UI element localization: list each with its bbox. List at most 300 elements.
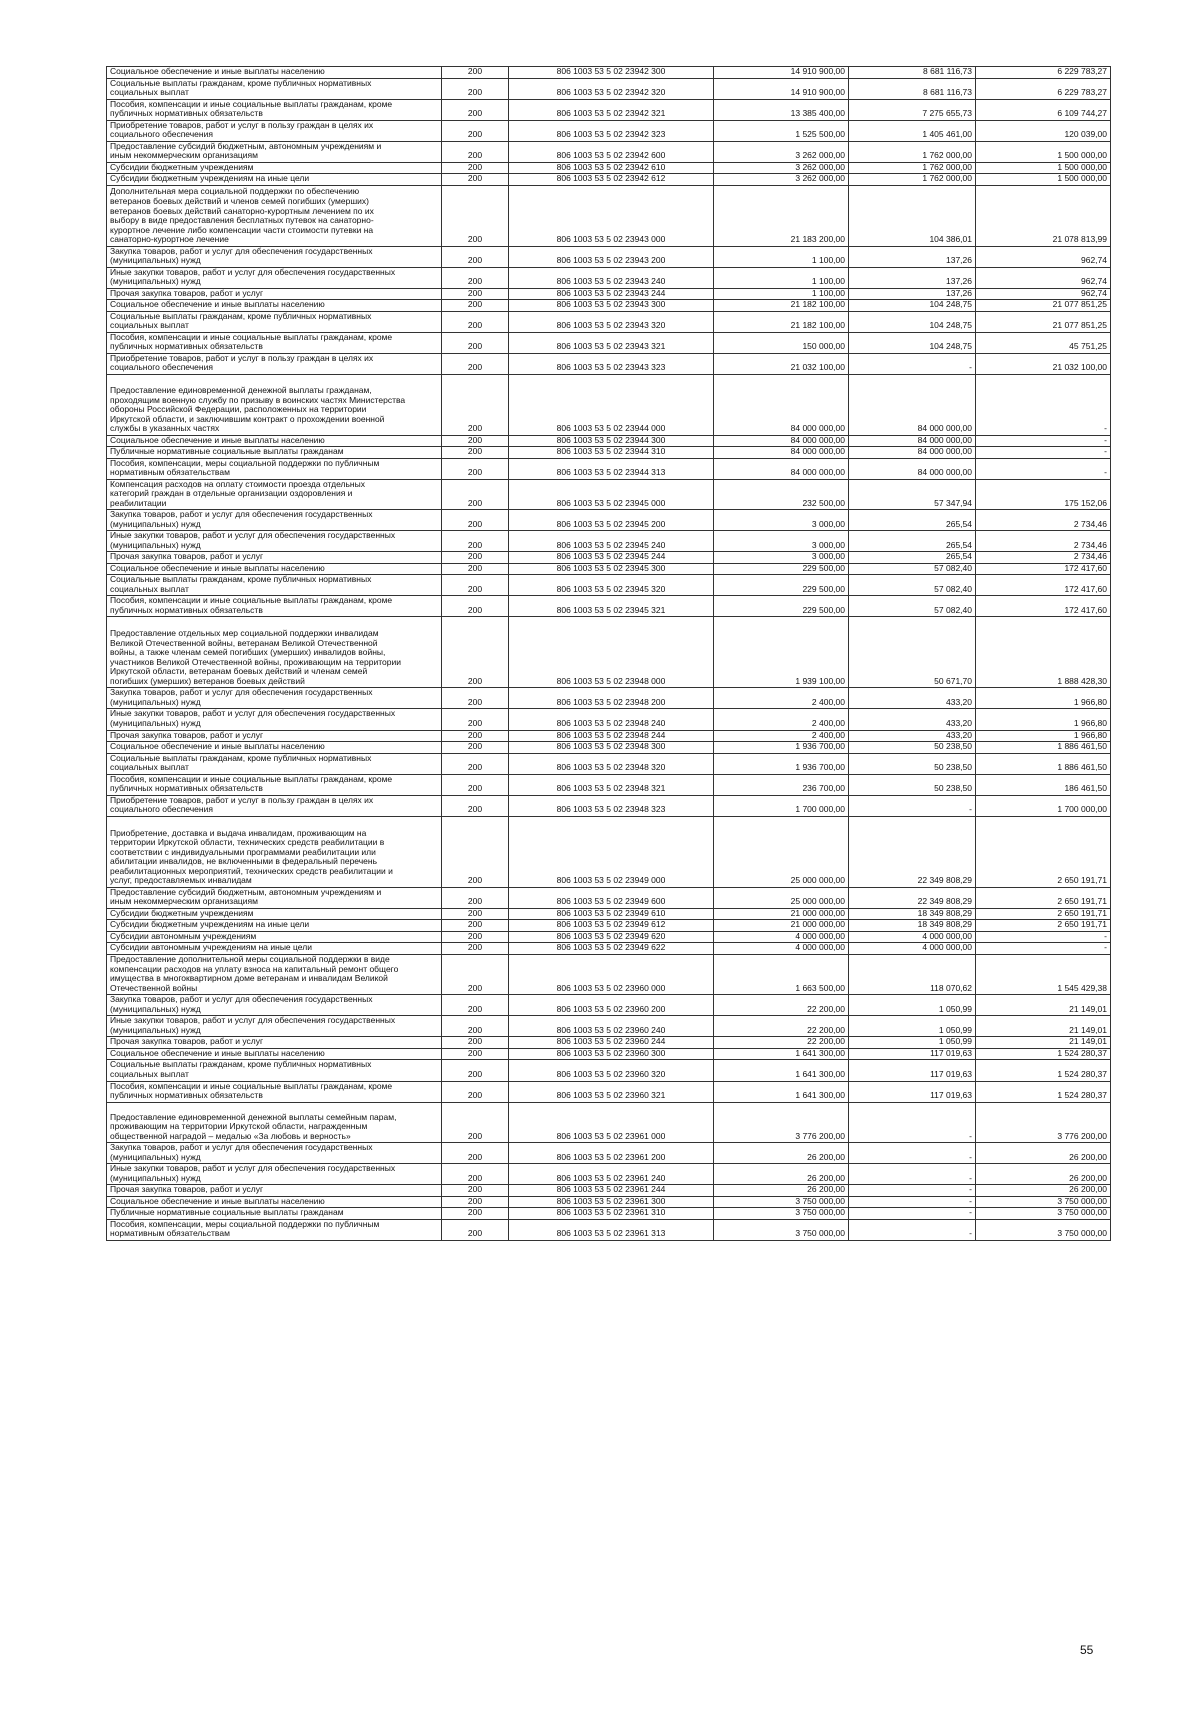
row-approved: 3 262 000,00 — [714, 162, 849, 174]
row-budget-code: 806 1003 53 5 02 23961 244 — [509, 1185, 714, 1197]
row-name-line: Предоставление дополнительной меры социальной поддержки в виде — [110, 954, 390, 965]
row-approved: 21 182 100,00 — [714, 300, 849, 312]
row-budget-code: 806 1003 53 5 02 23961 310 — [509, 1208, 714, 1220]
row-name-line: публичных нормативных обязательств — [110, 341, 263, 352]
row-name-line: социальных выплат — [110, 583, 189, 594]
row-budget-code: 806 1003 53 5 02 23944 310 — [509, 447, 714, 459]
row-executed: 8 681 116,73 — [849, 67, 976, 79]
row-name-line: Иные закупки товаров, работ и услуг для обеспечения государственных — [110, 1015, 396, 1026]
row-name-line: нормативным обязательствам — [110, 1228, 230, 1239]
row-budget-code: 806 1003 53 5 02 23944 000 — [509, 374, 714, 435]
row-budget-code: 806 1003 53 5 02 23948 000 — [509, 617, 714, 688]
row-name — [107, 596, 442, 617]
row-approved: 150 000,00 — [714, 332, 849, 353]
row-executed: 104 248,75 — [849, 332, 976, 353]
row-name-line: (муниципальных) нужд — [110, 255, 201, 266]
row-unexecuted: 1 524 280,37 — [976, 1081, 1111, 1102]
row-executed: 84 000 000,00 — [849, 374, 976, 435]
row-approved: 21 182 100,00 — [714, 311, 849, 332]
row-budget-code: 806 1003 53 5 02 23945 244 — [509, 552, 714, 564]
row-approved: 3 000,00 — [714, 531, 849, 552]
table-row — [107, 311, 1111, 332]
row-name-line: (муниципальных) нужд — [110, 518, 201, 529]
row-line-code: 200 — [442, 141, 509, 162]
row-approved: 229 500,00 — [714, 596, 849, 617]
row-executed: 18 349 808,29 — [849, 920, 976, 932]
row-unexecuted: 172 417,60 — [976, 575, 1111, 596]
table-row — [107, 174, 1111, 186]
row-name — [107, 99, 442, 120]
row-name-line: Социальные выплаты гражданам, кроме публичных нормативных — [110, 1059, 372, 1070]
row-executed: 84 000 000,00 — [849, 435, 976, 447]
row-line-code: 200 — [442, 353, 509, 374]
row-line-code: 200 — [442, 435, 509, 447]
row-name — [107, 162, 442, 174]
row-approved: 2 400,00 — [714, 688, 849, 709]
row-name — [107, 479, 442, 510]
table-row — [107, 141, 1111, 162]
row-executed: 1 050,99 — [849, 995, 976, 1016]
row-budget-code: 806 1003 53 5 02 23961 200 — [509, 1143, 714, 1164]
row-budget-code: 806 1003 53 5 02 23942 612 — [509, 174, 714, 186]
row-name-line: Закупка товаров, работ и услуг для обеспечения государственных — [110, 994, 373, 1005]
table-row — [107, 908, 1111, 920]
row-name — [107, 353, 442, 374]
row-budget-code: 806 1003 53 5 02 23960 000 — [509, 954, 714, 995]
row-name-line: Компенсация расходов на оплату стоимости проезда отдельных — [110, 479, 365, 489]
page-number: 55 — [1080, 1643, 1094, 1657]
row-name-line: Пособия, компенсации, меры социальной поддержки по публичным — [110, 458, 380, 468]
row-name — [107, 552, 442, 564]
row-budget-code: 806 1003 53 5 02 23949 610 — [509, 908, 714, 920]
row-name-line: компенсации расходов на уплату взноса на капитальный ремонт общего — [110, 963, 399, 974]
row-line-code: 200 — [442, 931, 509, 943]
row-unexecuted: 175 152,06 — [976, 479, 1111, 510]
row-name-line: абилитации инвалидов, не включенными в федеральный перечень — [110, 856, 378, 867]
row-name-line: Публичные нормативные социальные выплаты гражданам — [110, 1207, 344, 1218]
row-unexecuted: 3 750 000,00 — [976, 1219, 1111, 1240]
row-budget-code: 806 1003 53 5 02 23948 323 — [509, 795, 714, 816]
row-executed: 137,26 — [849, 246, 976, 267]
row-name-line: выбору в виде предоставления бесплатных путевок на санаторно- — [110, 215, 374, 226]
table-row — [107, 931, 1111, 943]
row-name — [107, 246, 442, 267]
row-name-line: Закупка товаров, работ и услуг для обеспечения государственных — [110, 1142, 373, 1153]
row-name-line: иным некоммерческим организациям — [110, 896, 258, 907]
row-executed: 22 349 808,29 — [849, 887, 976, 908]
row-name-line: ветеранов боевых действий и членов семей погибших (умерших) — [110, 195, 369, 206]
row-budget-code: 806 1003 53 5 02 23942 610 — [509, 162, 714, 174]
table-row — [107, 162, 1111, 174]
row-budget-code: 806 1003 53 5 02 23948 300 — [509, 742, 714, 754]
row-budget-code: 806 1003 53 5 02 23943 300 — [509, 300, 714, 312]
row-name-line: социальных выплат — [110, 87, 189, 98]
row-unexecuted: 2 734,46 — [976, 552, 1111, 564]
row-executed: 137,26 — [849, 288, 976, 300]
table-row — [107, 300, 1111, 312]
row-name-line: Пособия, компенсации и иные социальные выплаты гражданам, кроме — [110, 99, 393, 109]
row-name-line: Пособия, компенсации, меры социальной поддержки по публичным — [110, 1219, 380, 1229]
row-line-code: 200 — [442, 300, 509, 312]
row-name — [107, 67, 442, 79]
row-name-line: Иркутской области, и заключившим контракт о прохождении военной — [110, 413, 385, 424]
row-name — [107, 1196, 442, 1208]
row-budget-code: 806 1003 53 5 02 23948 321 — [509, 774, 714, 795]
row-unexecuted: - — [976, 447, 1111, 459]
row-approved: 1 936 700,00 — [714, 753, 849, 774]
row-executed: 50 671,70 — [849, 617, 976, 688]
table-row — [107, 332, 1111, 353]
row-executed: 104 248,75 — [849, 311, 976, 332]
row-name — [107, 816, 442, 887]
row-unexecuted: 6 109 744,27 — [976, 99, 1111, 120]
row-line-code: 200 — [442, 288, 509, 300]
row-name — [107, 120, 442, 141]
row-unexecuted: - — [976, 435, 1111, 447]
row-budget-code: 806 1003 53 5 02 23942 323 — [509, 120, 714, 141]
row-name — [107, 742, 442, 754]
row-line-code: 200 — [442, 995, 509, 1016]
row-executed: 433,20 — [849, 709, 976, 730]
row-approved: 2 400,00 — [714, 709, 849, 730]
row-name-line: Приобретение, доставка и выдача инвалидам, проживающим на — [110, 827, 367, 838]
row-approved: 26 200,00 — [714, 1164, 849, 1185]
row-budget-code: 806 1003 53 5 02 23943 240 — [509, 267, 714, 288]
row-line-code: 200 — [442, 908, 509, 920]
row-approved: 3 776 200,00 — [714, 1102, 849, 1143]
row-name-line: Прочая закупка товаров, работ и услуг — [110, 551, 264, 562]
row-name-line: Приобретение товаров, работ и услуг в пользу граждан в целях их — [110, 795, 374, 805]
row-line-code: 200 — [442, 1048, 509, 1060]
row-approved: 25 000 000,00 — [714, 887, 849, 908]
row-line-code: 200 — [442, 1081, 509, 1102]
table-row — [107, 1143, 1111, 1164]
row-name-line: войны, а также членам семей погибших (умерших) инвалидов войны, — [110, 647, 386, 658]
row-budget-code: 806 1003 53 5 02 23949 000 — [509, 816, 714, 887]
table-row — [107, 447, 1111, 459]
row-executed: 57 082,40 — [849, 575, 976, 596]
row-unexecuted: 21 149,01 — [976, 1016, 1111, 1037]
row-executed: 84 000 000,00 — [849, 458, 976, 479]
row-approved: 232 500,00 — [714, 479, 849, 510]
row-unexecuted: 962,74 — [976, 267, 1111, 288]
row-line-code: 200 — [442, 99, 509, 120]
row-approved: 1 936 700,00 — [714, 742, 849, 754]
table-row — [107, 435, 1111, 447]
row-name-line: Публичные нормативные социальные выплаты гражданам — [110, 446, 344, 457]
row-name-line: нормативным обязательствам — [110, 467, 230, 478]
row-name-line: социальных выплат — [110, 320, 189, 331]
row-approved: 1 641 300,00 — [714, 1060, 849, 1081]
budget-sheet — [106, 66, 1107, 1241]
row-name — [107, 1048, 442, 1060]
row-name — [107, 311, 442, 332]
table-row — [107, 563, 1111, 575]
row-name-line: службы в указанных частях — [110, 423, 220, 434]
row-approved: 1 641 300,00 — [714, 1081, 849, 1102]
row-name — [107, 774, 442, 795]
row-name-line: обороны Российской Федерации, расположенных на территории — [110, 404, 367, 415]
row-unexecuted: 3 750 000,00 — [976, 1196, 1111, 1208]
row-name-line: Субсидии бюджетным учреждениям — [110, 162, 254, 172]
row-name-line: Социальное обеспечение и иные выплаты населению — [110, 66, 325, 76]
row-name — [107, 995, 442, 1016]
row-name — [107, 730, 442, 742]
row-line-code: 200 — [442, 954, 509, 995]
row-name-line: Социальные выплаты гражданам, кроме публичных нормативных — [110, 311, 372, 321]
row-name — [107, 174, 442, 186]
row-approved: 4 000 000,00 — [714, 931, 849, 943]
table-row — [107, 374, 1111, 435]
row-executed: 50 238,50 — [849, 742, 976, 754]
row-line-code: 200 — [442, 67, 509, 79]
row-executed: 137,26 — [849, 267, 976, 288]
row-unexecuted: 1 545 429,38 — [976, 954, 1111, 995]
row-name-line: Отечественной войны — [110, 982, 198, 993]
row-unexecuted: 2 734,46 — [976, 510, 1111, 531]
row-name-line: социального обеспечения — [110, 362, 213, 373]
row-budget-code: 806 1003 53 5 02 23961 000 — [509, 1102, 714, 1143]
row-unexecuted: 3 750 000,00 — [976, 1208, 1111, 1220]
row-name-line: иным некоммерческим организациям — [110, 150, 258, 161]
row-approved: 3 750 000,00 — [714, 1196, 849, 1208]
row-name-line: категорий граждан в отдельные организации оздоровления и — [110, 488, 353, 499]
row-name — [107, 1102, 442, 1143]
table-body — [107, 67, 1111, 1241]
row-name — [107, 1164, 442, 1185]
row-budget-code: 806 1003 53 5 02 23948 240 — [509, 709, 714, 730]
row-line-code: 200 — [442, 1185, 509, 1197]
row-budget-code: 806 1003 53 5 02 23961 240 — [509, 1164, 714, 1185]
row-name-line: Социальное обеспечение и иные выплаты населению — [110, 563, 325, 573]
row-budget-code: 806 1003 53 5 02 23948 200 — [509, 688, 714, 709]
row-budget-code: 806 1003 53 5 02 23961 300 — [509, 1196, 714, 1208]
row-unexecuted: 172 417,60 — [976, 596, 1111, 617]
row-budget-code: 806 1003 53 5 02 23949 600 — [509, 887, 714, 908]
row-unexecuted: 1 888 428,30 — [976, 617, 1111, 688]
row-line-code: 200 — [442, 887, 509, 908]
row-line-code: 200 — [442, 246, 509, 267]
table-row — [107, 1048, 1111, 1060]
row-approved: 1 663 500,00 — [714, 954, 849, 995]
row-name-line: Прочая закупка товаров, работ и услуг — [110, 1036, 264, 1047]
row-name-line: публичных нормативных обязательств — [110, 108, 263, 119]
table-row — [107, 267, 1111, 288]
row-line-code: 200 — [442, 1037, 509, 1049]
row-unexecuted: - — [976, 931, 1111, 943]
row-executed: 1 762 000,00 — [849, 174, 976, 186]
row-name-line: (муниципальных) нужд — [110, 276, 201, 287]
row-line-code: 200 — [442, 596, 509, 617]
row-line-code: 200 — [442, 795, 509, 816]
row-line-code: 200 — [442, 1208, 509, 1220]
row-executed: 265,54 — [849, 552, 976, 564]
row-name — [107, 1185, 442, 1197]
row-unexecuted: 3 776 200,00 — [976, 1102, 1111, 1143]
table-row — [107, 510, 1111, 531]
row-name-line: Предоставление единовременной денежной выплаты семейным парам, — [110, 1111, 397, 1122]
row-name — [107, 1081, 442, 1102]
row-executed: 117 019,63 — [849, 1048, 976, 1060]
row-executed: 104 248,75 — [849, 300, 976, 312]
row-name-line: участников Великой Отечественной войны, проживающим на территории — [110, 656, 401, 667]
row-executed: 57 082,40 — [849, 596, 976, 617]
row-name — [107, 887, 442, 908]
row-name — [107, 510, 442, 531]
row-executed: 1 762 000,00 — [849, 162, 976, 174]
table-row — [107, 288, 1111, 300]
row-name-line: Закупка товаров, работ и услуг для обеспечения государственных — [110, 687, 373, 698]
row-name — [107, 709, 442, 730]
table-row — [107, 709, 1111, 730]
row-line-code: 200 — [442, 1060, 509, 1081]
row-executed: 18 349 808,29 — [849, 908, 976, 920]
table-row — [107, 688, 1111, 709]
row-line-code: 200 — [442, 1164, 509, 1185]
table-row — [107, 742, 1111, 754]
table-row — [107, 943, 1111, 955]
row-unexecuted: 6 229 783,27 — [976, 67, 1111, 79]
row-approved: 4 000 000,00 — [714, 943, 849, 955]
row-line-code: 200 — [442, 120, 509, 141]
row-executed: 57 082,40 — [849, 563, 976, 575]
row-name — [107, 563, 442, 575]
row-name-line: Социальные выплаты гражданам, кроме публичных нормативных — [110, 574, 372, 585]
row-approved: 1 641 300,00 — [714, 1048, 849, 1060]
row-approved: 1 939 100,00 — [714, 617, 849, 688]
row-unexecuted: - — [976, 458, 1111, 479]
row-line-code: 200 — [442, 816, 509, 887]
table-row — [107, 246, 1111, 267]
row-name-line: Иркутской области, ветеранам боевых действий и членам семей — [110, 666, 368, 677]
row-name-line: (муниципальных) нужд — [110, 1172, 201, 1183]
row-name-line: проживающим на территории Иркутской области, награжденным — [110, 1121, 368, 1132]
table-row — [107, 99, 1111, 120]
table-row — [107, 479, 1111, 510]
row-name-line: Социальное обеспечение и иные выплаты населению — [110, 741, 325, 752]
row-line-code: 200 — [442, 174, 509, 186]
table-row — [107, 531, 1111, 552]
row-name — [107, 185, 442, 246]
row-unexecuted: 2 650 191,71 — [976, 920, 1111, 932]
row-name-line: (муниципальных) нужд — [110, 539, 201, 550]
row-approved: 1 100,00 — [714, 246, 849, 267]
table-row — [107, 1208, 1111, 1220]
row-name — [107, 1208, 442, 1220]
row-budget-code: 806 1003 53 5 02 23960 320 — [509, 1060, 714, 1081]
table-row — [107, 67, 1111, 79]
row-approved: 236 700,00 — [714, 774, 849, 795]
row-name — [107, 78, 442, 99]
row-approved: 21 032 100,00 — [714, 353, 849, 374]
row-name — [107, 1016, 442, 1037]
row-name-line: Иные закупки товаров, работ и услуг для обеспечения государственных — [110, 708, 396, 719]
row-executed: - — [849, 1219, 976, 1240]
row-name-line: Пособия, компенсации и иные социальные выплаты гражданам, кроме — [110, 1081, 393, 1091]
row-name — [107, 920, 442, 932]
row-approved: 84 000 000,00 — [714, 435, 849, 447]
table-row — [107, 774, 1111, 795]
table-row — [107, 552, 1111, 564]
row-unexecuted: 21 149,01 — [976, 995, 1111, 1016]
row-budget-code: 806 1003 53 5 02 23948 244 — [509, 730, 714, 742]
row-unexecuted: 26 200,00 — [976, 1143, 1111, 1164]
row-name-line: Социальное обеспечение и иные выплаты населению — [110, 1048, 325, 1058]
row-line-code: 200 — [442, 943, 509, 955]
row-unexecuted: 1 500 000,00 — [976, 162, 1111, 174]
row-name — [107, 1143, 442, 1164]
row-unexecuted: 186 461,50 — [976, 774, 1111, 795]
row-name-line: Пособия, компенсации и иные социальные выплаты гражданам, кроме — [110, 774, 393, 784]
row-budget-code: 806 1003 53 5 02 23943 244 — [509, 288, 714, 300]
table-row — [107, 753, 1111, 774]
row-name-line: услуг, предоставляемых инвалидам — [110, 875, 252, 886]
row-line-code: 200 — [442, 709, 509, 730]
row-line-code: 200 — [442, 753, 509, 774]
row-unexecuted: 172 417,60 — [976, 563, 1111, 575]
row-unexecuted: 1 524 280,37 — [976, 1060, 1111, 1081]
row-name — [107, 531, 442, 552]
row-unexecuted: 1 966,80 — [976, 688, 1111, 709]
row-budget-code: 806 1003 53 5 02 23945 000 — [509, 479, 714, 510]
row-executed: 22 349 808,29 — [849, 816, 976, 887]
row-unexecuted: 1 524 280,37 — [976, 1048, 1111, 1060]
row-executed: 1 762 000,00 — [849, 141, 976, 162]
row-name-line: реабилитации — [110, 497, 167, 508]
row-approved: 14 910 900,00 — [714, 78, 849, 99]
row-unexecuted: 21 149,01 — [976, 1037, 1111, 1049]
row-budget-code: 806 1003 53 5 02 23960 321 — [509, 1081, 714, 1102]
row-approved: 22 200,00 — [714, 1037, 849, 1049]
table-row — [107, 575, 1111, 596]
row-name — [107, 943, 442, 955]
row-budget-code: 806 1003 53 5 02 23948 320 — [509, 753, 714, 774]
row-unexecuted: 21 077 851,25 — [976, 300, 1111, 312]
row-approved: 22 200,00 — [714, 995, 849, 1016]
row-approved: 1 700 000,00 — [714, 795, 849, 816]
row-approved: 84 000 000,00 — [714, 374, 849, 435]
row-budget-code: 806 1003 53 5 02 23960 240 — [509, 1016, 714, 1037]
table-row — [107, 795, 1111, 816]
row-line-code: 200 — [442, 920, 509, 932]
row-name — [107, 374, 442, 435]
row-name-line: Субсидии бюджетным учреждениям — [110, 908, 254, 918]
row-name-line: (муниципальных) нужд — [110, 1003, 201, 1014]
row-name-line: реабилитационных мероприятий, технических средств реабилитации и — [110, 865, 393, 876]
row-name-line: Приобретение товаров, работ и услуг в пользу граждан в целях их — [110, 353, 374, 363]
table-row — [107, 617, 1111, 688]
row-budget-code: 806 1003 53 5 02 23945 321 — [509, 596, 714, 617]
row-executed: 1 050,99 — [849, 1016, 976, 1037]
row-executed: 7 275 655,73 — [849, 99, 976, 120]
row-name-line: Субсидии бюджетным учреждениям на иные цели — [110, 919, 310, 930]
table-row — [107, 1164, 1111, 1185]
row-name-line: санаторно-курортное лечение — [110, 234, 229, 245]
row-name-line: территории Иркутской области, технических средств реабилитации в — [110, 837, 385, 848]
row-unexecuted: 1 500 000,00 — [976, 141, 1111, 162]
row-line-code: 200 — [442, 1102, 509, 1143]
row-name-line: Закупка товаров, работ и услуг для обеспечения государственных — [110, 246, 373, 256]
row-line-code: 200 — [442, 617, 509, 688]
row-budget-code: 806 1003 53 5 02 23949 622 — [509, 943, 714, 955]
row-line-code: 200 — [442, 78, 509, 99]
row-executed: - — [849, 1208, 976, 1220]
row-executed: 265,54 — [849, 531, 976, 552]
row-approved: 22 200,00 — [714, 1016, 849, 1037]
table-row — [107, 816, 1111, 887]
row-approved: 21 183 200,00 — [714, 185, 849, 246]
row-name-line: Пособия, компенсации и иные социальные выплаты гражданам, кроме — [110, 595, 393, 606]
